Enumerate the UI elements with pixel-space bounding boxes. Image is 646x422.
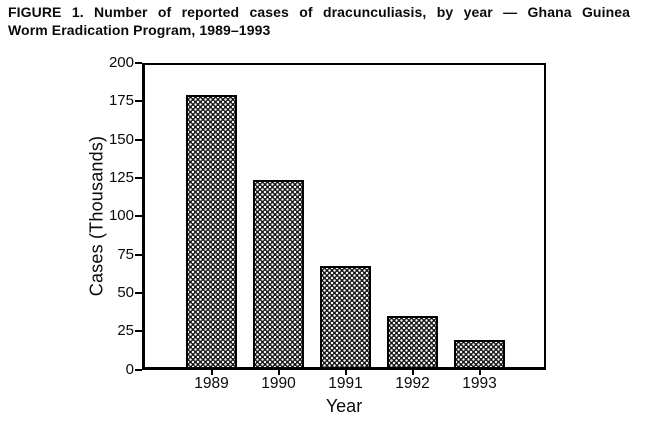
y-tick-mark-25 — [135, 330, 142, 332]
figure-title-line1: FIGURE 1. Number of reported cases of dracunculiasis, by year — Ghana Guinea — [8, 4, 630, 20]
y-tick-mark-125 — [135, 177, 142, 179]
x-tick-label-1989: 1989 — [194, 375, 229, 392]
y-tick-mark-175 — [135, 100, 142, 102]
x-tick-label-1993: 1993 — [462, 375, 497, 392]
y-tick-mark-200 — [135, 62, 142, 64]
x-tick-label-1990: 1990 — [261, 375, 296, 392]
figure-title — [8, 4, 630, 39]
y-tick-label-125: 125 — [108, 168, 134, 186]
x-tick-label-1991: 1991 — [328, 375, 363, 392]
y-tick-mark-100 — [135, 215, 142, 217]
y-tick-label-0: 0 — [125, 360, 134, 378]
x-tick-label-1992: 1992 — [395, 375, 430, 392]
bar-1989 — [186, 95, 237, 367]
y-tick-mark-75 — [135, 254, 142, 256]
bar-1992 — [387, 316, 438, 367]
y-tick-label-175: 175 — [108, 92, 134, 110]
y-tick-label-200: 200 — [108, 54, 134, 71]
y-axis-title: Cases (Thousands) — [86, 135, 107, 297]
y-tick-mark-150 — [135, 139, 142, 141]
x-axis-title: Year — [325, 396, 363, 416]
bar-1991 — [320, 266, 371, 367]
bar-1990 — [253, 180, 304, 367]
y-tick-label-75: 75 — [117, 245, 134, 263]
y-tick-label-25: 25 — [117, 322, 134, 340]
plot-area — [142, 63, 546, 370]
y-tick-mark-50 — [135, 292, 142, 294]
bar-1993 — [454, 340, 505, 367]
figure-title-line2: Worm Eradication Program, 1989–1993 — [8, 21, 271, 38]
y-tick-label-150: 150 — [108, 130, 134, 148]
y-tick-label-50: 50 — [117, 283, 134, 301]
y-tick-mark-0 — [135, 369, 142, 371]
y-tick-label-100: 100 — [108, 207, 134, 225]
